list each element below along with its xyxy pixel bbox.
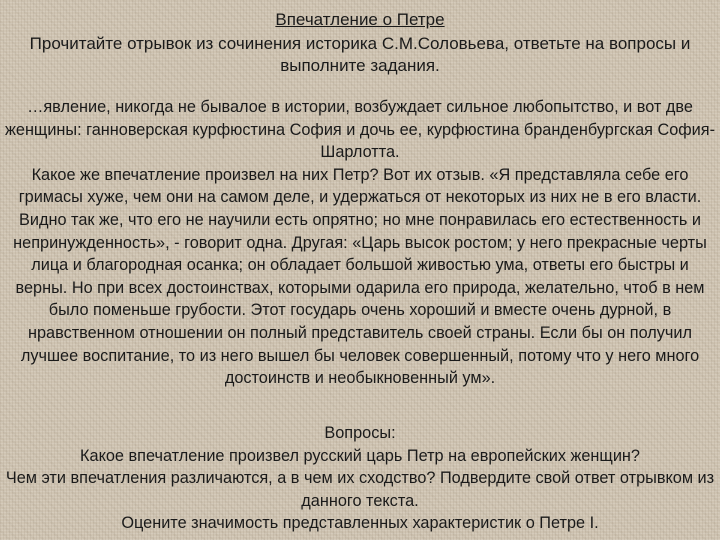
question-2: Чем эти впечатления различаются, а в чем их сходство? Подвердите свой ответ отрывком из данного текста. [5,469,715,510]
excerpt-paragraph-2: Какое же впечатление произвел на них Петр? Вот их отзыв. «Я представляла себе его гримасы хуже, чем они на самом деле, и удержаться от некоторых из них не в его власти. Видно так же, что его не научили есть опрятно; но мне понравилась его естественность и непринужденность», - говорит одна. Другая: «Царь высок ростом; у него прекрасные черты лица и благородная осанка; он обладает большой живостью ума, ответы его быстры и верны. Но при всех достоинствах, которыми одарила его природа, желательно, чтоб в нем было поменьше грубости. Этот государь очень хороший и вместе очень дурной, в нравственном отношении он полный представитель своей страны. Если бы он получил лучшее воспитание, то из него вышел бы человек совершенный, потому что у него много достоинств и необыкновенный ум». [13,165,707,388]
slide-intro: Прочитайте отрывок из сочинения историка С.М.Соловьева, ответьте на вопросы и выполните задания. [29,34,691,75]
questions-heading: Вопросы: [324,424,396,442]
question-3: Оцените значимость представленных характеристик о Петре I. [121,514,599,533]
excerpt-text [4,96,716,390]
questions-block [4,422,716,535]
excerpt-paragraph-1: …явление, никогда не бывалое в истории, возбуждает сильное любопытство, и вот две женщины: ганноверская курфюстина София и дочь ее, курфюстина бранденбургская София-Шарлотта. [5,98,715,162]
slide-title: Впечатление о Петре [275,10,445,29]
question-1: Какое впечатление произвел русский царь Петр на европейских женщин? [80,446,640,465]
